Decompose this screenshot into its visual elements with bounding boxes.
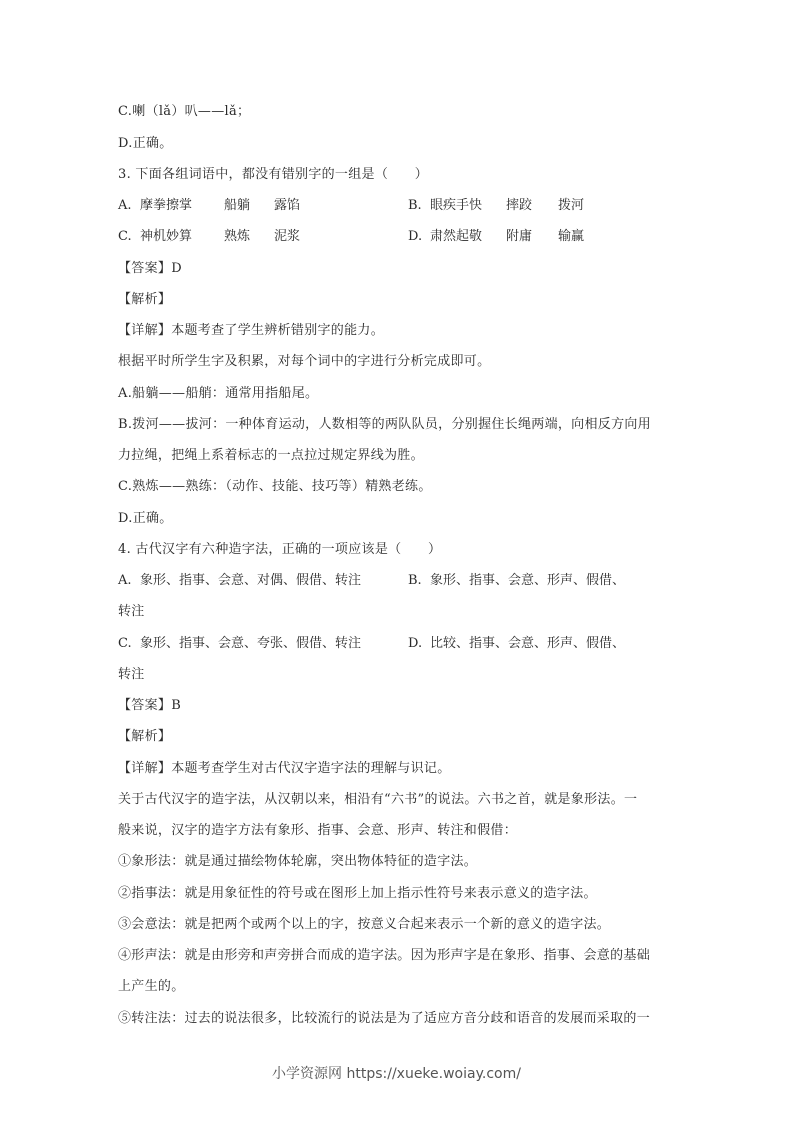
q3-option-a bbox=[118, 198, 300, 214]
option-label: B. bbox=[408, 198, 422, 213]
q4-explanation-line: ③会意法：就是把两个或两个以上的字，按意义合起来表示一个新的意义的造字法。 bbox=[118, 917, 611, 932]
option-word: 拨河 bbox=[558, 198, 585, 213]
question-4-stem: 4. 古代汉字有六种造字法，正确的一项应该是（ ） bbox=[118, 542, 442, 557]
option-word: 附庸 bbox=[506, 229, 533, 244]
q4-explanation-line: 般来说，汉字的造字方法有象形、指事、会意、形声、转注和假借： bbox=[118, 823, 518, 838]
q4-explanation-line: ②指事法：就是用象征性的符号或在图形上加上指示性符号来表示意义的造字法。 bbox=[118, 886, 597, 901]
option-label: C. bbox=[118, 636, 132, 651]
q4-answer: 【答案】B bbox=[118, 698, 182, 713]
option-word: 船躺 bbox=[224, 198, 251, 213]
option-word: 摩拳擦掌 bbox=[140, 198, 193, 213]
option-label: D. bbox=[408, 229, 423, 244]
q4-explanation-line: ⑤转注法：过去的说法很多，比较流行的说法是为了适应方音分歧和语音的发展而采取的一 bbox=[118, 1011, 651, 1026]
option-word: 输赢 bbox=[558, 229, 585, 244]
option-word: 神机妙算 bbox=[140, 229, 193, 244]
prev-option-c-explanation: C.喇（lǎ）叭——lǎ； bbox=[118, 104, 251, 119]
prev-option-d-explanation: D.正确。 bbox=[118, 136, 173, 151]
q3-option-d bbox=[408, 229, 584, 245]
q3-explanation-line: B.拨河——拔河：一种体育运动，人数相等的两队队员，分别握住长绳两端，向相反方向用 bbox=[118, 417, 651, 432]
q4-option-a bbox=[118, 573, 361, 589]
q3-explanation-line: C.熟炼——熟练：（动作、技能、技巧等）精熟老练。 bbox=[118, 479, 432, 494]
option-word: 露馅 bbox=[274, 198, 301, 213]
option-word: 熟炼 bbox=[224, 229, 251, 244]
option-label: A. bbox=[118, 573, 132, 588]
option-text: 象形、指事、会意、对偶、假借、转注 bbox=[140, 573, 362, 588]
q4-analysis-heading: 【解析】 bbox=[118, 729, 172, 744]
q3-option-c bbox=[118, 229, 300, 245]
q3-detail: 【详解】本题考查了学生辨析错别字的能力。 bbox=[118, 323, 385, 338]
option-word: 泥浆 bbox=[274, 229, 301, 244]
q4-explanation-line: 上产生的。 bbox=[118, 979, 185, 994]
q3-explanation-line: 根据平时所学生字及积累，对每个词中的字进行分析完成即可。 bbox=[118, 354, 491, 369]
option-label: B. bbox=[408, 573, 422, 588]
q4-option-c bbox=[118, 636, 361, 652]
option-text: 比较、指事、会意、形声、假借、 bbox=[430, 636, 626, 651]
q4-option-d-wrap: 转注 bbox=[118, 667, 145, 682]
q3-explanation-line: A.船躺——船艄：通常用指船尾。 bbox=[118, 386, 319, 401]
question-3-stem: 3. 下面各组词语中，都没有错别字的一组是（ ） bbox=[118, 167, 429, 182]
q4-explanation-line: 关于古代汉字的造字法，从汉朝以来，相沿有“六书”的说法。六书之首，就是象形法。一 bbox=[118, 792, 638, 807]
q4-option-b-wrap: 转注 bbox=[118, 604, 145, 619]
q3-option-b bbox=[408, 198, 584, 214]
option-text: 象形、指事、会意、夸张、假借、转注 bbox=[140, 636, 362, 651]
q4-explanation-line: ①象形法：就是通过描绘物体轮廓，突出物体特征的造字法。 bbox=[118, 854, 478, 869]
option-word: 肃然起敬 bbox=[430, 229, 483, 244]
option-word: 眼疾手快 bbox=[430, 198, 483, 213]
q4-option-d bbox=[408, 636, 625, 652]
q3-answer: 【答案】D bbox=[118, 261, 182, 276]
q4-explanation-line: ④形声法：就是由形旁和声旁拼合而成的造字法。因为形声字是在象形、指事、会意的基础 bbox=[118, 948, 651, 963]
option-label: C. bbox=[118, 229, 132, 244]
option-word: 摔跤 bbox=[506, 198, 533, 213]
q4-detail: 【详解】本题考查学生对古代汉字造字法的理解与识记。 bbox=[118, 761, 451, 776]
option-label: A. bbox=[118, 198, 132, 213]
q3-analysis-heading: 【解析】 bbox=[118, 292, 172, 307]
q4-option-b bbox=[408, 573, 625, 589]
q3-explanation-line: D.正确。 bbox=[118, 511, 173, 526]
option-label: D. bbox=[408, 636, 423, 651]
option-text: 象形、指事、会意、形声、假借、 bbox=[430, 573, 626, 588]
q3-explanation-line: 力拉绳，把绳上系着标志的一点拉过规定界线为胜。 bbox=[118, 448, 424, 463]
footer-watermark: 小学资源网 https://xueke.woiay.com/ bbox=[272, 1066, 521, 1082]
